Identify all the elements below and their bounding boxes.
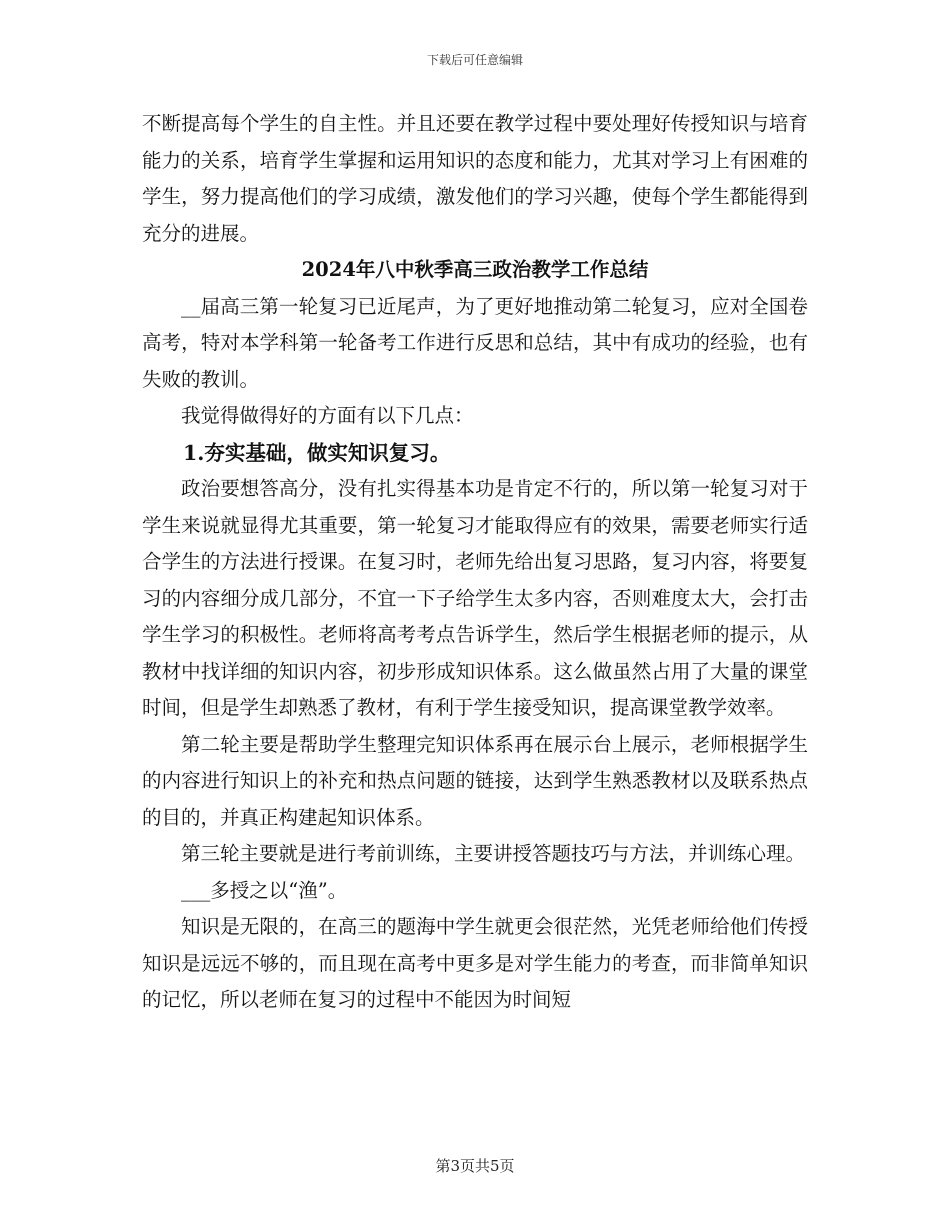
section-heading-1: 1.夯实基础，做实知识复习。 — [183, 440, 451, 465]
intro-paragraph: __届高三第一轮复习已近尾声，为了更好地推动第二轮复习，应对全国卷高考，特对本学科第一轮备考工作进行反思和总结，其中有成功的经验，也有失败的教训。 — [142, 294, 808, 391]
body-paragraph: 知识是无限的，在高三的题海中学生就更会很茫然，光凭老师给他们传授知识是远远不够的，而且现在高考中更多是对学生能力的考查，而非简单知识的记忆，所以老师在复习的过程中不能因为时间短 — [142, 915, 808, 1011]
section-heading-2: ___多授之以“渔”。 — [181, 878, 348, 902]
document-body — [142, 106, 808, 1019]
body-paragraph: 第三轮主要就是进行考前训练，主要讲授答题技巧与方法，并训练心理。 — [181, 842, 806, 865]
page-number: 第3页共5页 — [435, 1157, 515, 1175]
body-paragraph: 政治要想答高分，没有扎实得基本功是肯定不行的，所以第一轮复习对于学生来说就显得尤其重要，第一轮复习才能取得应有的效果，需要老师实行适合学生的方法进行授课。在复习时，老师先给出复习思路，复习内容，将要复习的内容细分成几部分，不宜一下子给学生太多内容，否则难度太大，会打击学生学习的积极性。老师将高考考点告诉学生，然后学生根据老师的提示，从教材中找详细的知识内容，初步形成知识体系。这么做虽然占用了大量的课堂时间，但是学生却熟悉了教材，有利于学生接受知识，提高课堂教学效率。 — [142, 477, 808, 719]
list-intro-paragraph: 我觉得做得好的方面有以下几点： — [181, 404, 474, 427]
body-paragraph: 第二轮主要是帮助学生整理完知识体系再在展示台上展示，老师根据学生的内容进行知识上的补充和热点问题的链接，达到学生熟悉教材以及联系热点的目的，并真正构建起知识体系。 — [142, 732, 808, 829]
continuation-paragraph: 不断提高每个学生的自主性。并且还要在教学过程中要处理好传授知识与培育能力的关系，培育学生掌握和运用知识的态度和能力，尤其对学习上有困难的学生，努力提高他们的学习成绩，激发他们的学习兴趣，使每个学生都能得到充分的进展。 — [142, 112, 808, 245]
document-title: 2024年八中秋季高三政治教学工作总结 — [301, 258, 649, 281]
page-header-note: 下载后可任意编辑 — [426, 53, 523, 67]
